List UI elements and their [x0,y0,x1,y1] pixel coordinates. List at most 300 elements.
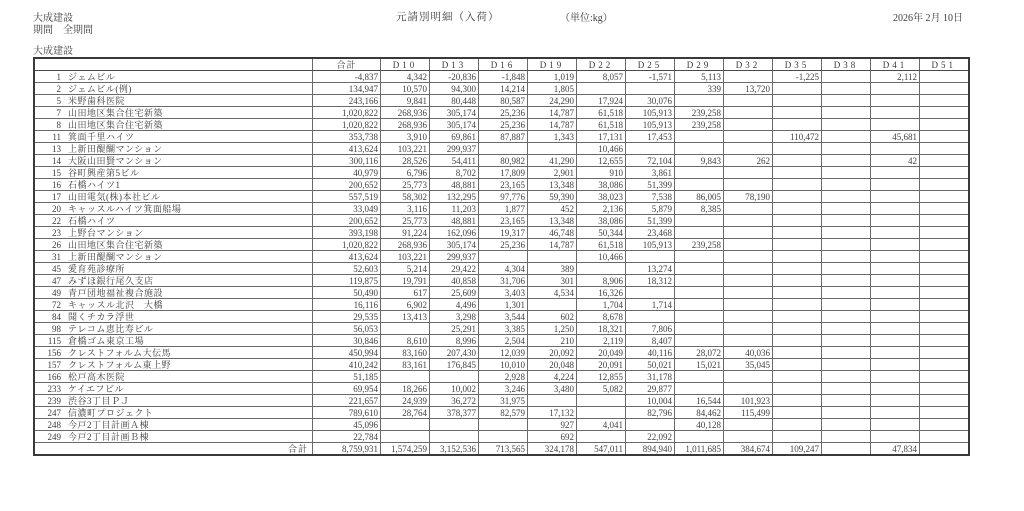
value-cell [577,395,626,407]
site-name: 大阪山田賢マンション [68,155,163,166]
value-cell: 5,082 [577,383,626,395]
site-name: 山田電気(株)本社ビル [68,191,161,202]
site-name: 上新田醍醐マンション [68,143,163,154]
value-cell [920,275,969,287]
value-cell [773,107,822,119]
value-cell: 200,652 [313,215,381,227]
value-cell [381,419,430,431]
value-cell: 22,784 [313,431,381,443]
value-cell: 413,624 [313,251,381,263]
value-cell: 41,290 [528,155,577,167]
table-row [34,143,969,155]
value-cell [675,263,724,275]
value-cell: 268,936 [381,239,430,251]
column-header: D38 [822,58,871,71]
value-cell [773,311,822,323]
value-cell [675,251,724,263]
value-cell [773,419,822,431]
value-cell: 50,021 [626,359,675,371]
value-cell: 1,301 [479,299,528,311]
value-cell: 20,091 [577,359,626,371]
column-header: D51 [920,58,969,71]
value-cell [381,323,430,335]
value-cell [675,287,724,299]
site-name: 石橋ハイツ [68,215,116,226]
value-cell [724,203,773,215]
value-cell [479,431,528,443]
value-cell [577,83,626,95]
table-row [34,395,969,407]
value-cell: 1,020,822 [313,239,381,251]
table-row [34,119,969,131]
value-cell [822,371,871,383]
value-cell [381,431,430,443]
table-row [34,359,969,371]
value-cell: 80,982 [479,155,528,167]
value-cell: 18,321 [577,323,626,335]
value-cell [773,359,822,371]
value-cell: 31,706 [479,275,528,287]
value-cell: 17,132 [528,407,577,419]
value-cell: 30,076 [626,95,675,107]
value-cell: 61,518 [577,239,626,251]
value-cell [920,359,969,371]
site-name: 今戸2丁目計画Ａ棟 [68,419,150,430]
column-header: 合計 [313,58,381,71]
column-header: D35 [773,58,822,71]
value-cell [724,143,773,155]
value-cell: 56,053 [313,323,381,335]
value-cell [724,107,773,119]
value-cell [920,311,969,323]
value-cell [675,143,724,155]
value-cell [920,143,969,155]
value-cell [920,347,969,359]
column-header: D10 [381,58,430,71]
value-cell: 42 [871,155,920,167]
value-cell: 83,161 [381,359,430,371]
value-cell: 8,385 [675,203,724,215]
value-cell [920,227,969,239]
value-cell: 692 [528,431,577,443]
table-row [34,167,969,179]
value-cell [822,263,871,275]
table-row [34,191,969,203]
site-name-cell [34,263,313,275]
row-number: 115 [47,335,61,346]
value-cell: 13,348 [528,215,577,227]
table-row [34,275,969,287]
value-cell [920,299,969,311]
site-name: 山田地区集合住宅新築 [68,119,164,130]
value-cell [920,251,969,263]
value-cell: 1,714 [626,299,675,311]
value-cell [773,263,822,275]
site-name: テレコム恵比寿ビル [68,323,154,334]
site-name: 上新田醍醐マンション [68,251,163,262]
value-cell [920,431,969,443]
value-cell: 29,422 [430,263,479,275]
value-cell: 378,377 [430,407,479,419]
value-cell [871,335,920,347]
value-cell: 40,116 [626,347,675,359]
value-cell [871,323,920,335]
value-cell: 80,587 [479,95,528,107]
table-row [34,419,969,431]
value-cell: -20,836 [430,71,479,83]
site-name: クレストフォルム大伝馬 [68,347,172,358]
value-cell: 84,462 [675,407,724,419]
table-row [34,347,969,359]
value-cell: 23,468 [626,227,675,239]
site-name: ジェムビル(例) [68,83,132,94]
value-cell: 602 [528,311,577,323]
value-cell [920,179,969,191]
site-name: 聞くチカラ浮世 [68,311,135,322]
column-header: D13 [430,58,479,71]
value-cell [920,395,969,407]
value-cell: 82,796 [626,407,675,419]
value-cell: 9,841 [381,95,430,107]
value-cell: 40,979 [313,167,381,179]
value-cell: 40,128 [675,419,724,431]
company-name: 大成建設 [33,13,73,24]
value-cell [920,155,969,167]
value-cell: 17,809 [479,167,528,179]
value-cell [724,275,773,287]
value-cell [773,95,822,107]
table-row [34,131,969,143]
value-cell [822,215,871,227]
value-cell [773,167,822,179]
row-number: 8 [56,119,61,130]
row-number: 20 [52,203,61,214]
row-number: 5 [56,95,61,106]
value-cell [773,275,822,287]
site-name: 谷町興産第5ビル [68,167,140,178]
table-row [34,323,969,335]
site-name: 山田地区集合住宅新築 [68,107,164,118]
value-cell [626,311,675,323]
value-cell: 910 [577,167,626,179]
value-cell [675,215,724,227]
value-cell: 2,901 [528,167,577,179]
value-cell: 47,834 [871,443,920,456]
value-cell: 28,764 [381,407,430,419]
value-cell: 13,720 [724,83,773,95]
value-cell: 13,413 [381,311,430,323]
value-cell: 162,096 [430,227,479,239]
value-cell: 8,407 [626,335,675,347]
value-cell [675,335,724,347]
value-cell [724,239,773,251]
value-cell: 8,057 [577,71,626,83]
value-cell: 38,086 [577,215,626,227]
site-name: 山田地区集合住宅新築 [68,239,164,250]
value-cell: 61,518 [577,119,626,131]
value-cell: 5,214 [381,263,430,275]
value-cell: 1,704 [577,299,626,311]
row-number: 17 [52,191,61,202]
value-cell: 393,198 [313,227,381,239]
row-number: 233 [47,383,61,394]
value-cell: 105,913 [626,107,675,119]
value-cell: 69,954 [313,383,381,395]
site-name: 箕面千里ハイツ [68,131,135,142]
value-cell [626,83,675,95]
value-cell [920,335,969,347]
value-cell: 30,846 [313,335,381,347]
section-company: 大成建設 [33,46,73,57]
value-cell: 45,096 [313,419,381,431]
value-cell: 239,258 [675,239,724,251]
value-cell: 48,881 [430,215,479,227]
value-cell [871,347,920,359]
row-number: 157 [47,359,61,370]
value-cell: 25,236 [479,239,528,251]
value-cell [822,167,871,179]
row-number: 72 [52,299,61,310]
value-cell [724,179,773,191]
value-cell: 18,266 [381,383,430,395]
value-cell: 1,019 [528,71,577,83]
site-name-cell [34,251,313,263]
value-cell [773,407,822,419]
table-row [34,383,969,395]
value-cell [773,299,822,311]
value-cell: 86,005 [675,191,724,203]
value-cell [822,323,871,335]
value-cell: 413,624 [313,143,381,155]
value-cell: 35,045 [724,359,773,371]
value-cell: 305,174 [430,107,479,119]
table-row [34,95,969,107]
table-row [34,299,969,311]
report-date: 2026年 2月 10日 [893,13,963,24]
value-cell [871,191,920,203]
value-cell: 23,165 [479,215,528,227]
value-cell [871,143,920,155]
value-cell [724,419,773,431]
name-column-header [34,58,313,71]
row-number: 13 [52,143,61,154]
value-cell: 2,928 [479,371,528,383]
value-cell [528,251,577,263]
value-cell: 557,519 [313,191,381,203]
value-cell: 87,887 [479,131,528,143]
table-row [34,71,969,83]
value-cell [724,263,773,275]
value-cell: 80,448 [430,95,479,107]
site-name: 渋谷3丁目ＰＪ [68,395,131,406]
value-cell: 3,403 [479,287,528,299]
table-row [34,335,969,347]
table-row [34,83,969,95]
value-cell: 24,290 [528,95,577,107]
value-cell: 16,544 [675,395,724,407]
row-number: 248 [47,419,61,430]
value-cell [871,419,920,431]
table-head-row [34,58,969,71]
column-header: D16 [479,58,528,71]
value-cell [822,239,871,251]
value-cell [822,155,871,167]
value-cell: 38,023 [577,191,626,203]
value-cell [773,383,822,395]
value-cell: 36,272 [430,395,479,407]
value-cell [675,167,724,179]
value-cell: 20,048 [528,359,577,371]
table-row [34,107,969,119]
value-cell [528,299,577,311]
value-cell: 4,224 [528,371,577,383]
value-cell [920,419,969,431]
value-cell [675,95,724,107]
value-cell: 3,480 [528,383,577,395]
value-cell: 9,843 [675,155,724,167]
value-cell: 28,072 [675,347,724,359]
value-cell [430,419,479,431]
value-cell [822,107,871,119]
value-cell: 12,039 [479,347,528,359]
value-cell: 119,875 [313,275,381,287]
value-cell: 12,855 [577,371,626,383]
site-name-cell [34,167,313,179]
value-cell: 103,221 [381,251,430,263]
site-name-cell [34,395,313,407]
value-cell [724,323,773,335]
value-cell [724,167,773,179]
value-cell [822,95,871,107]
value-cell: 8,702 [430,167,479,179]
value-cell: 16,116 [313,299,381,311]
detail-table [33,57,970,456]
value-cell: 10,002 [430,383,479,395]
value-cell [871,95,920,107]
value-cell: -1,225 [773,71,822,83]
site-name-cell [34,407,313,419]
row-number: 239 [47,395,61,406]
value-cell: 4,041 [577,419,626,431]
value-cell: 14,787 [528,107,577,119]
value-cell: 4,304 [479,263,528,275]
value-cell [724,251,773,263]
period-line [33,21,93,36]
value-cell: 54,411 [430,155,479,167]
value-cell: 22,092 [626,431,675,443]
value-cell [920,215,969,227]
value-cell [871,239,920,251]
value-cell [822,71,871,83]
site-name-cell [34,311,313,323]
value-cell [724,311,773,323]
value-cell: 450,994 [313,347,381,359]
value-cell: 19,791 [381,275,430,287]
value-cell: 324,178 [528,443,577,456]
site-name-cell [34,203,313,215]
value-cell: 101,923 [724,395,773,407]
value-cell [577,407,626,419]
value-cell: 14,787 [528,239,577,251]
value-cell: 18,312 [626,275,675,287]
value-cell [822,119,871,131]
value-cell: 46,748 [528,227,577,239]
value-cell: 299,937 [430,251,479,263]
value-cell [920,407,969,419]
value-cell: 31,975 [479,395,528,407]
value-cell: 10,466 [577,251,626,263]
value-cell: 2,112 [871,71,920,83]
value-cell: 8,906 [577,275,626,287]
value-cell: 8,610 [381,335,430,347]
value-cell: 7,806 [626,323,675,335]
value-cell [577,263,626,275]
value-cell: 103,221 [381,143,430,155]
value-cell: 25,291 [430,323,479,335]
value-cell [871,83,920,95]
value-cell [822,395,871,407]
value-cell: 17,453 [626,131,675,143]
site-name-cell [34,299,313,311]
value-cell: 547,011 [577,443,626,456]
value-cell [675,275,724,287]
value-cell: 268,936 [381,119,430,131]
value-cell: 1,020,822 [313,119,381,131]
value-cell [822,83,871,95]
value-cell: 384,674 [724,443,773,456]
value-cell [871,215,920,227]
value-cell [822,359,871,371]
value-cell [430,371,479,383]
value-cell: 299,937 [430,143,479,155]
value-cell [822,311,871,323]
site-name: ジェムビル [68,71,116,82]
value-cell [773,431,822,443]
value-cell: 1,877 [479,203,528,215]
value-cell [675,371,724,383]
value-cell: -4,837 [313,71,381,83]
value-cell: 2,504 [479,335,528,347]
value-cell: 23,165 [479,179,528,191]
value-cell [773,143,822,155]
value-cell: 25,773 [381,179,430,191]
value-cell: 410,242 [313,359,381,371]
value-cell: 6,902 [381,299,430,311]
row-number: 22 [52,215,61,226]
value-cell [920,203,969,215]
value-cell [675,323,724,335]
value-cell: 2,136 [577,203,626,215]
site-name-cell [34,131,313,143]
value-cell [773,347,822,359]
value-cell: 305,174 [430,119,479,131]
value-cell: 59,390 [528,191,577,203]
value-cell: 109,247 [773,443,822,456]
value-cell: 239,258 [675,107,724,119]
value-cell: 10,004 [626,395,675,407]
value-cell [871,203,920,215]
value-cell [871,299,920,311]
value-cell: 25,609 [430,287,479,299]
value-cell [773,395,822,407]
value-cell [528,395,577,407]
value-cell [773,239,822,251]
value-cell: 10,570 [381,83,430,95]
value-cell [822,203,871,215]
site-name-cell [34,419,313,431]
value-cell: 3,116 [381,203,430,215]
value-cell [871,395,920,407]
